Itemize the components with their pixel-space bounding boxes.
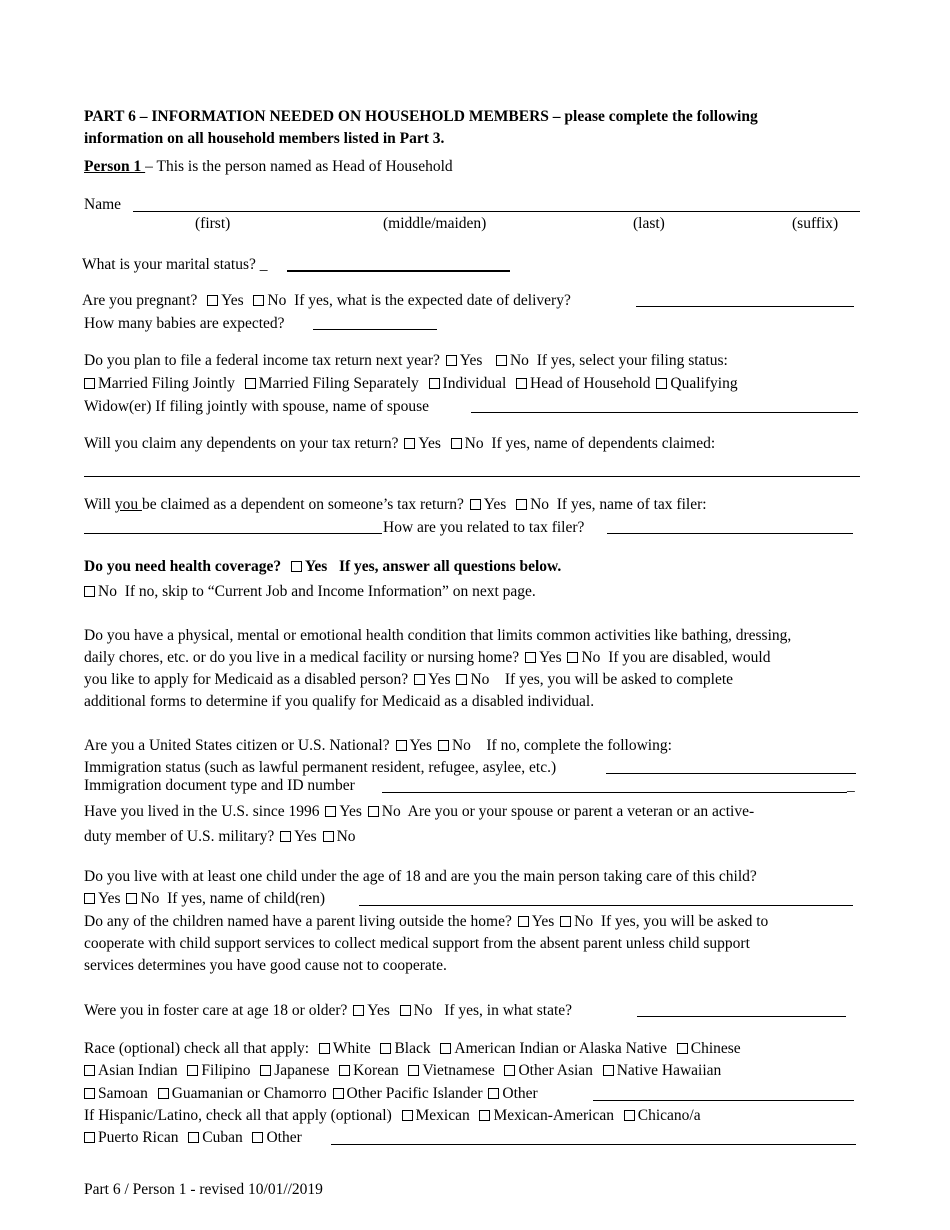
claimed-row: [84, 494, 707, 516]
related-question: How are you related to tax filer?: [383, 519, 585, 536]
race-other-checkbox[interactable]: [488, 1088, 499, 1099]
race-other-input-line[interactable]: [593, 1100, 854, 1101]
disability-line2: [84, 647, 770, 669]
hispanic-other-label: Other: [266, 1129, 302, 1146]
race-other-asian-checkbox[interactable]: [504, 1065, 515, 1076]
pregnancy-question: Are you pregnant?: [82, 292, 198, 309]
race-guamanian-label: Guamanian or Chamorro: [171, 1085, 327, 1102]
disability-yes-label: Yes: [539, 649, 562, 666]
disability-line1: Do you have a physical, mental or emotional health condition that limits common activities like bathing, dressing,: [84, 627, 792, 644]
pregnant-yes-label: Yes: [221, 292, 244, 309]
parent-yes-checkbox[interactable]: [518, 916, 529, 927]
immigration-doc-label: Immigration document type and ID number: [84, 777, 355, 794]
parent-question: Do any of the children named have a parent living outside the home?: [84, 913, 512, 930]
citizen-question: Are you a United States citizen or U.S. National?: [84, 737, 390, 754]
claimed-yes-label: Yes: [483, 496, 507, 513]
duty-row: [84, 826, 356, 848]
hispanic-mexican-checkbox[interactable]: [402, 1110, 413, 1121]
foster-yes-checkbox[interactable]: [353, 1005, 364, 1016]
claimed-no-label: No: [530, 496, 550, 513]
pregnant-no-label: No: [267, 292, 287, 309]
parent-row: [84, 911, 768, 933]
health-no-label: No: [98, 583, 117, 600]
race-other-pi-checkbox[interactable]: [333, 1088, 344, 1099]
person-heading: [84, 156, 453, 178]
foster-no-label: No: [413, 1002, 433, 1019]
citizen-yes-checkbox[interactable]: [396, 740, 407, 751]
dependents-question: Will you claim any dependents on your tax return?: [84, 435, 399, 452]
claimed-question-post: be claimed as a dependent on someone’s tax return?: [141, 496, 464, 513]
duty-question: duty member of U.S. military?: [84, 828, 275, 845]
name-label: Name: [84, 196, 122, 213]
disability-yes-checkbox[interactable]: [525, 652, 536, 663]
name-input-line[interactable]: [133, 211, 860, 212]
pregnant-no-checkbox[interactable]: [253, 295, 264, 306]
medicaid-followup: If yes, you will be asked to complete: [504, 671, 734, 688]
dependents-no-label: No: [464, 435, 484, 452]
citizen-yes-label: Yes: [409, 737, 433, 754]
page-footer: Part 6 / Person 1 - revised 10/01//2019: [84, 1181, 323, 1198]
residence-no-label: No: [381, 803, 401, 820]
race-black-checkbox[interactable]: [380, 1043, 391, 1054]
race-asian-indian-checkbox[interactable]: [84, 1065, 95, 1076]
claimed-no-checkbox[interactable]: [516, 499, 527, 510]
hispanic-puerto-rican-checkbox[interactable]: [84, 1132, 95, 1143]
foster-state-input-line[interactable]: [637, 1016, 846, 1017]
foster-no-checkbox[interactable]: [400, 1005, 411, 1016]
person-description: – This is the person named as Head of Household: [145, 158, 453, 175]
citizen-no-checkbox[interactable]: [438, 740, 449, 751]
babies-input-line[interactable]: [313, 329, 437, 330]
pregnancy-row: [82, 290, 571, 312]
medicaid-no-label: No: [470, 671, 490, 688]
residence-question: Have you lived in the U.S. since 1996: [84, 803, 320, 820]
foster-row: [84, 1000, 572, 1022]
married-jointly-checkbox[interactable]: [84, 378, 95, 389]
spouse-name-input-line[interactable]: [471, 412, 858, 413]
race-white-label: White: [332, 1040, 371, 1057]
dependents-names-prompt: If yes, name of dependents claimed:: [491, 435, 716, 452]
tax-row: [84, 350, 728, 372]
health-yes-label: Yes: [304, 558, 328, 575]
hispanic-row2: [84, 1127, 302, 1149]
dependents-yes-label: Yes: [418, 435, 441, 452]
citizen-no-label: No: [451, 737, 471, 754]
medicaid-yes-checkbox[interactable]: [414, 674, 425, 685]
disability-line4: additional forms to determine if you qualify for Medicaid as a disabled individual.: [84, 693, 595, 710]
babies-question: How many babies are expected?: [84, 315, 285, 332]
tax-filer-prompt: If yes, name of tax filer:: [556, 496, 707, 513]
child-names-input-line[interactable]: [359, 905, 853, 906]
race-vietnamese-label: Vietnamese: [422, 1062, 495, 1079]
health-yes-checkbox[interactable]: [291, 561, 302, 572]
hispanic-puerto-rican-label: Puerto Rican: [98, 1129, 179, 1146]
foster-question: Were you in foster care at age 18 or older?: [84, 1002, 348, 1019]
citizen-row: [84, 735, 672, 757]
hispanic-row1: [84, 1105, 701, 1127]
claimed-yes-checkbox[interactable]: [470, 499, 481, 510]
race-filipino-checkbox[interactable]: [187, 1065, 198, 1076]
citizen-followup: If no, complete the following:: [486, 737, 672, 754]
name-last-caption: (last): [633, 215, 665, 232]
immigration-status-input-line[interactable]: [606, 773, 856, 774]
parent-yes-label: Yes: [531, 913, 555, 930]
veteran-yes-label: Yes: [294, 828, 317, 845]
race-label: Race (optional) check all that apply:: [84, 1040, 310, 1057]
immigration-doc-tail: _: [847, 777, 855, 794]
disabled-followup: If you are disabled, would: [608, 649, 771, 666]
race-row2: [84, 1060, 721, 1082]
race-chinese-checkbox[interactable]: [677, 1043, 688, 1054]
hispanic-mexican-american-label: Mexican-American: [493, 1107, 614, 1124]
race-korean-label: Korean: [353, 1062, 399, 1079]
head-of-household-checkbox[interactable]: [516, 378, 527, 389]
veteran-no-checkbox[interactable]: [323, 831, 334, 842]
race-filipino-label: Filipino: [201, 1062, 251, 1079]
individual-checkbox[interactable]: [429, 378, 440, 389]
claimed-question-pre: Will: [84, 496, 115, 513]
race-japanese-checkbox[interactable]: [260, 1065, 271, 1076]
marital-input-line[interactable]: [287, 270, 510, 272]
race-samoan-checkbox[interactable]: [84, 1088, 95, 1099]
child-no-checkbox[interactable]: [126, 893, 137, 904]
delivery-date-input-line[interactable]: [636, 306, 854, 307]
hispanic-cuban-label: Cuban: [202, 1129, 243, 1146]
residence-no-checkbox[interactable]: [368, 806, 379, 817]
marital-question: What is your marital status? _: [82, 256, 268, 273]
race-native-hawaiian-checkbox[interactable]: [603, 1065, 614, 1076]
disability-no-label: No: [581, 649, 601, 666]
race-aian-label: American Indian or Alaska Native: [454, 1040, 667, 1057]
health-no-checkbox[interactable]: [84, 586, 95, 597]
race-samoan-label: Samoan: [98, 1085, 148, 1102]
hispanic-chicano-checkbox[interactable]: [624, 1110, 635, 1121]
tax-yes-checkbox[interactable]: [446, 355, 457, 366]
dependents-names-input-line[interactable]: [84, 476, 860, 477]
race-native-hawaiian-label: Native Hawaiian: [616, 1062, 722, 1079]
race-asian-indian-label: Asian Indian: [98, 1062, 178, 1079]
race-row3: [84, 1083, 538, 1105]
veteran-no-label: No: [336, 828, 356, 845]
race-chinese-label: Chinese: [690, 1040, 741, 1057]
foster-state-prompt: If yes, in what state?: [444, 1002, 573, 1019]
race-other-asian-label: Other Asian: [518, 1062, 593, 1079]
residence-row: [84, 801, 754, 823]
race-aian-checkbox[interactable]: [440, 1043, 451, 1054]
race-black-label: Black: [394, 1040, 431, 1057]
name-first-caption: (first): [195, 215, 231, 232]
dependents-no-checkbox[interactable]: [451, 438, 462, 449]
hispanic-other-input-line[interactable]: [331, 1144, 856, 1145]
residence-yes-label: Yes: [339, 803, 362, 820]
hispanic-other-checkbox[interactable]: [252, 1132, 263, 1143]
hispanic-cuban-checkbox[interactable]: [188, 1132, 199, 1143]
foster-yes-label: Yes: [367, 1002, 390, 1019]
race-korean-checkbox[interactable]: [339, 1065, 350, 1076]
tax-yes-label: Yes: [459, 352, 483, 369]
parent-followup: If yes, you will be asked to: [600, 913, 769, 930]
child-row: [84, 888, 325, 910]
tax-filer-input-line[interactable]: [84, 533, 382, 534]
filing-status-prompt: If yes, select your filing status:: [536, 352, 728, 369]
qualifying-widow-label: Qualifying: [670, 375, 738, 392]
race-row1: [84, 1038, 741, 1060]
qualifying-widow-checkbox[interactable]: [656, 378, 667, 389]
spouse-name-prompt: Widow(er) If filing jointly with spouse, name of spouse: [84, 398, 430, 415]
facility-question: daily chores, etc. or do you live in a medical facility or nursing home?: [84, 649, 520, 666]
immigration-status-label: Immigration status (such as lawful permanent resident, refugee, asylee, etc.): [84, 759, 557, 776]
child-support-line3: cooperate with child support services to collect medical support from the absent parent unless child support: [84, 935, 750, 952]
child-yes-label: Yes: [98, 890, 121, 907]
race-other-label: Other: [502, 1085, 538, 1102]
veteran-question: Are you or your spouse or parent a veteran or an active-: [407, 803, 755, 820]
child-support-line4: services determines you have good cause not to cooperate.: [84, 957, 447, 974]
medicaid-yes-label: Yes: [428, 671, 451, 688]
race-other-pi-label: Other Pacific Islander: [346, 1085, 483, 1102]
pregnant-yes-checkbox[interactable]: [207, 295, 218, 306]
medicaid-no-checkbox[interactable]: [456, 674, 467, 685]
delivery-date-question: If yes, what is the expected date of delivery?: [294, 292, 571, 309]
veteran-yes-checkbox[interactable]: [280, 831, 291, 842]
dependents-yes-checkbox[interactable]: [404, 438, 415, 449]
residence-yes-checkbox[interactable]: [325, 806, 336, 817]
race-japanese-label: Japanese: [274, 1062, 330, 1079]
disability-line3: [84, 669, 733, 691]
hispanic-mexican-american-checkbox[interactable]: [479, 1110, 490, 1121]
immigration-doc-input-line[interactable]: [382, 792, 847, 793]
tax-no-label: No: [509, 352, 529, 369]
parent-no-checkbox[interactable]: [560, 916, 571, 927]
health-question: Do you need health coverage?: [84, 558, 282, 575]
child-names-prompt: If yes, name of child(ren): [167, 890, 326, 907]
married-separately-checkbox[interactable]: [245, 378, 256, 389]
race-guamanian-checkbox[interactable]: [158, 1088, 169, 1099]
individual-label: Individual: [442, 375, 507, 392]
parent-no-label: No: [574, 913, 594, 930]
health-no-row: [84, 581, 536, 603]
head-of-household-label: Head of Household: [530, 375, 651, 392]
tax-no-checkbox[interactable]: [496, 355, 507, 366]
child-yes-checkbox[interactable]: [84, 893, 95, 904]
dependents-row: [84, 433, 715, 455]
section-heading-line1: PART 6 – INFORMATION NEEDED ON HOUSEHOLD MEMBERS – please complete the following: [84, 108, 758, 125]
married-jointly-label: Married Filing Jointly: [98, 375, 235, 392]
person-label: Person 1: [84, 158, 146, 175]
child-no-label: No: [140, 890, 160, 907]
medicaid-question: you like to apply for Medicaid as a disabled person?: [84, 671, 409, 688]
hispanic-label: If Hispanic/Latino, check all that apply (optional): [84, 1107, 392, 1124]
hispanic-mexican-label: Mexican: [415, 1107, 470, 1124]
child-question: Do you live with at least one child under the age of 18 and are you the main person taking care of this child?: [84, 868, 757, 885]
filing-status-options: [84, 373, 738, 395]
name-suffix-caption: (suffix): [792, 215, 839, 232]
race-white-checkbox[interactable]: [319, 1043, 330, 1054]
health-skip-note: If no, skip to “Current Job and Income Information” on next page.: [124, 583, 536, 600]
health-row: [84, 556, 561, 578]
disability-no-checkbox[interactable]: [567, 652, 578, 663]
section-heading-line2: information on all household members listed in Part 3.: [84, 130, 445, 147]
race-vietnamese-checkbox[interactable]: [408, 1065, 419, 1076]
hispanic-chicano-label: Chicano/a: [637, 1107, 701, 1124]
name-middle-caption: (middle/maiden): [383, 215, 487, 232]
related-input-line[interactable]: [607, 533, 853, 534]
tax-question: Do you plan to file a federal income tax return next year?: [84, 352, 440, 369]
married-separately-label: Married Filing Separately: [258, 375, 419, 392]
health-followup: If yes, answer all questions below.: [338, 558, 562, 575]
claimed-question-you: you: [114, 496, 142, 513]
